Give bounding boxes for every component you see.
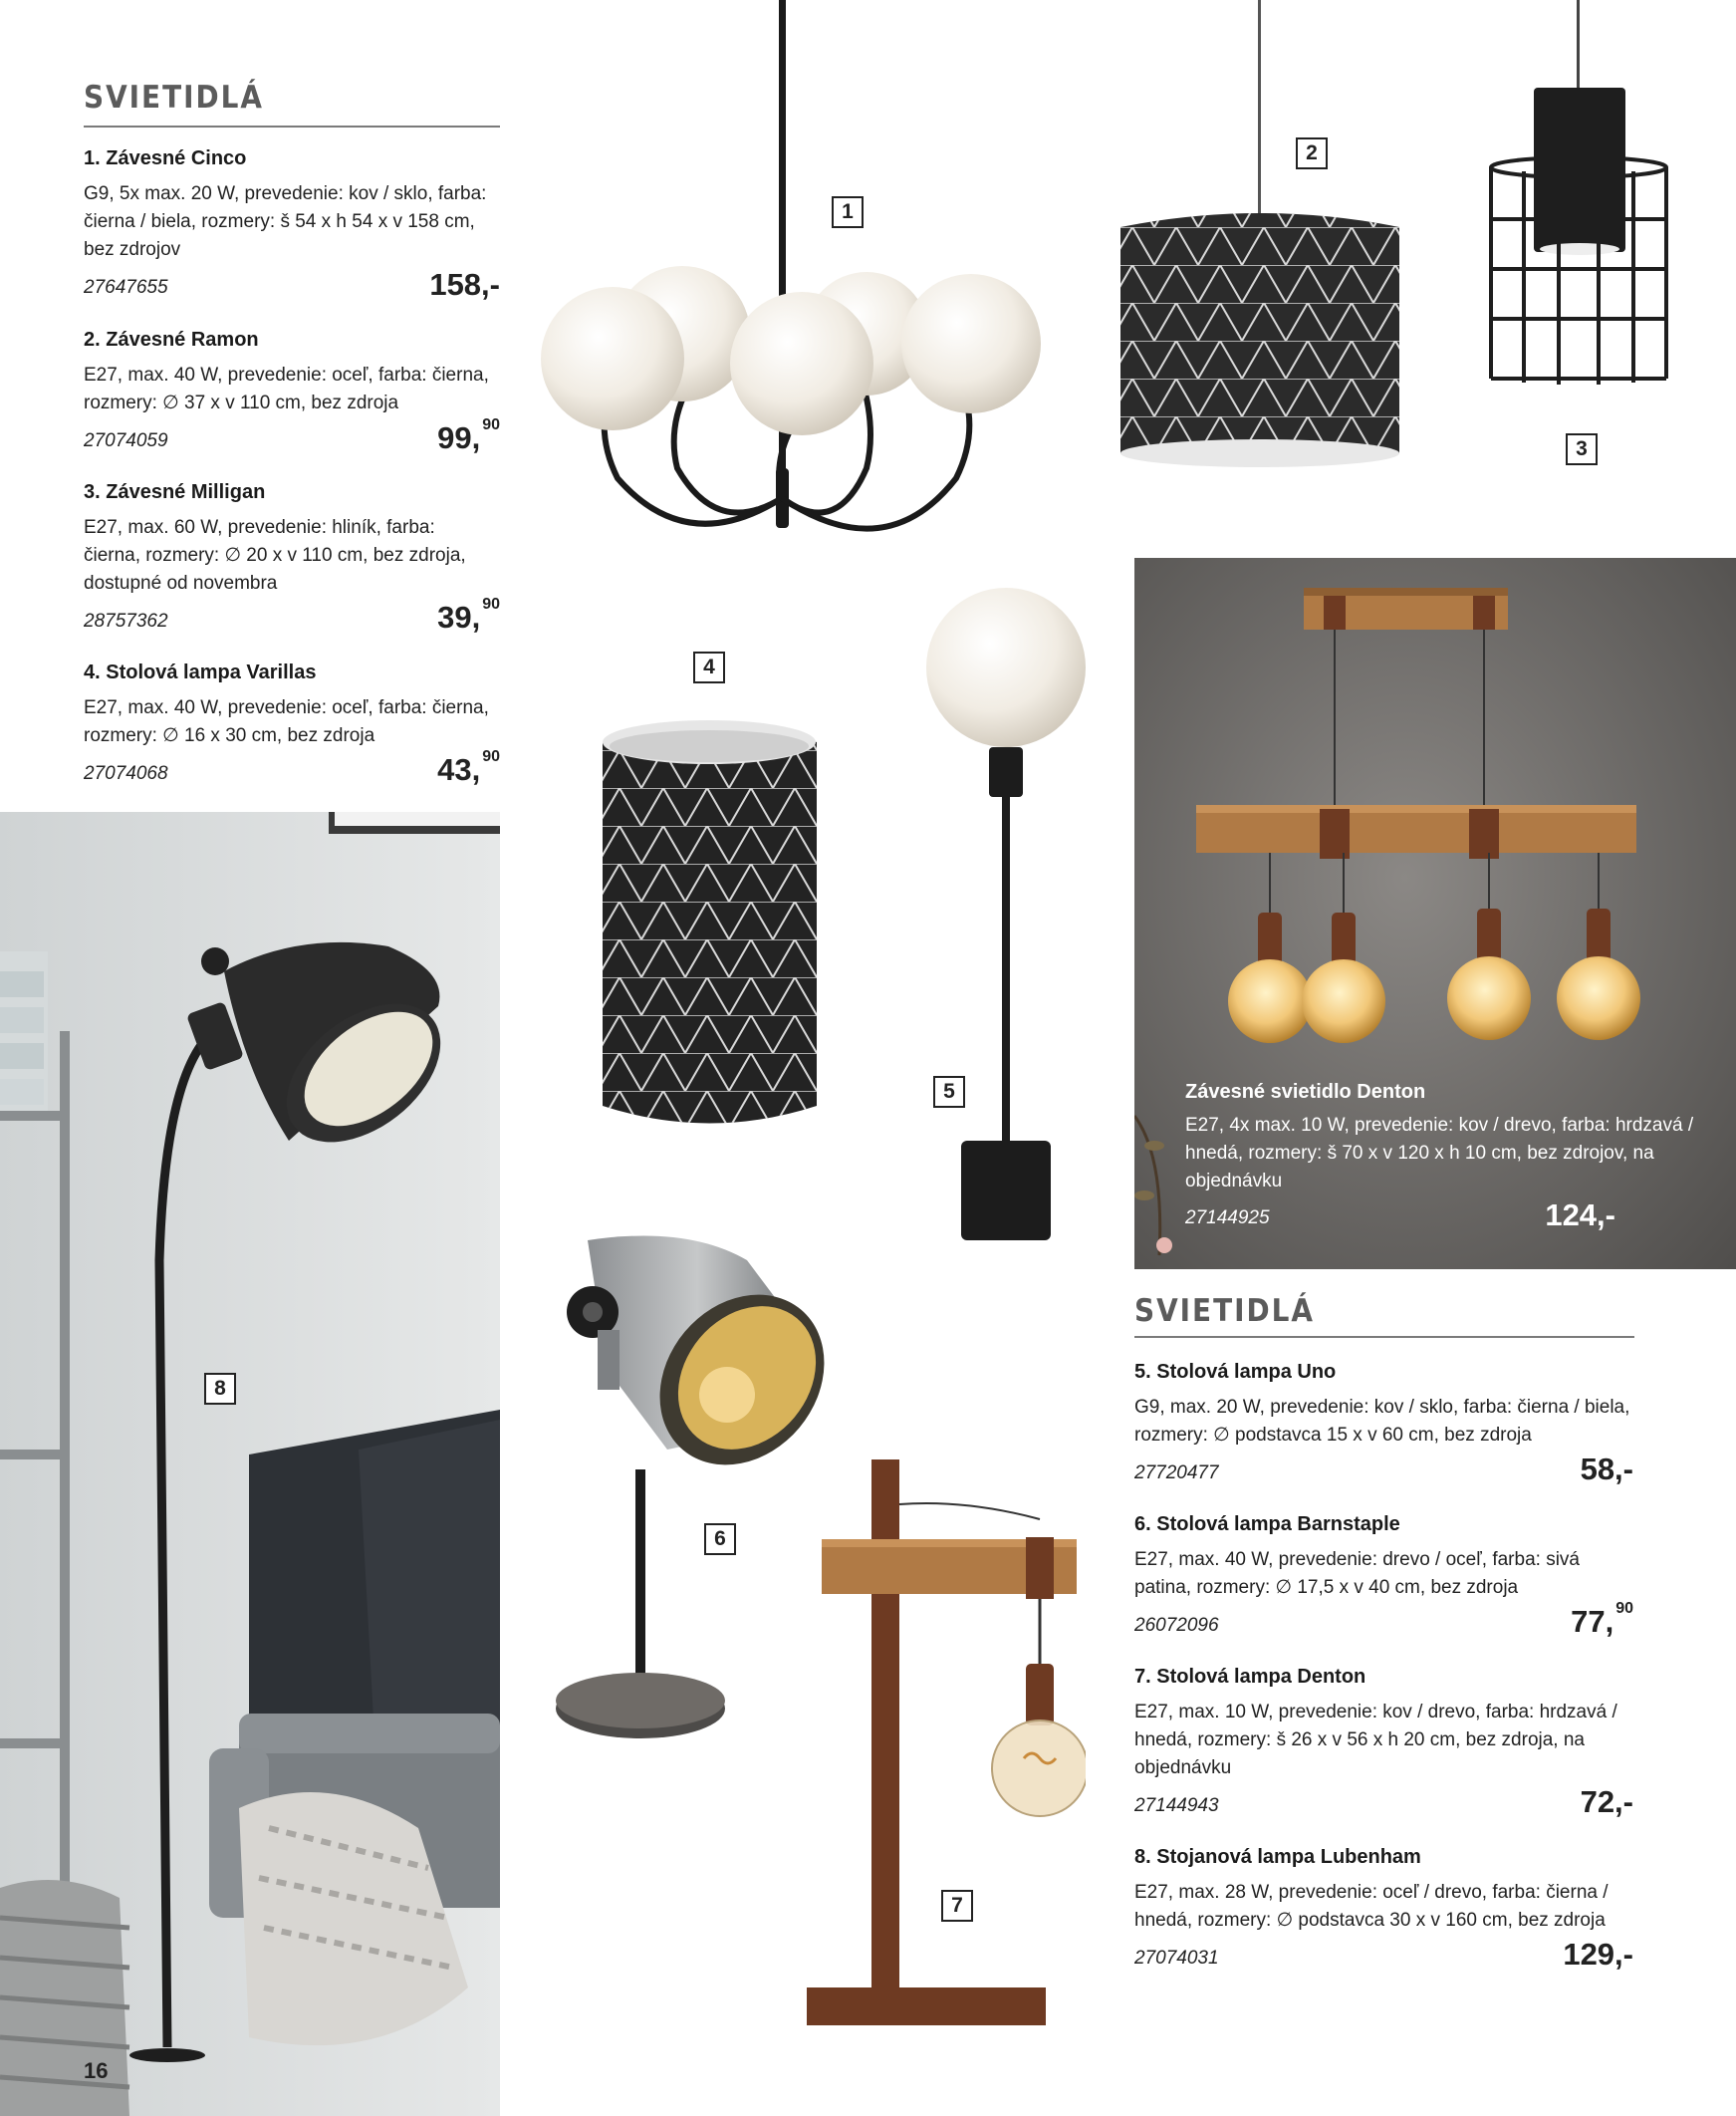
- product-price: 129,-: [1563, 1937, 1633, 1972]
- product-desc: E27, max. 40 W, prevedenie: drevo / oceľ, farba: sivá patina, rozmery: ∅ 17,5 x v 40 cm, bez zdroja: [1134, 1549, 1580, 1598]
- product-block-4: [84, 661, 502, 750]
- marker-1: 1: [832, 196, 864, 228]
- product-sku: 26072096: [1134, 1615, 1219, 1636]
- product-block-5: [1134, 1361, 1652, 1450]
- room-photo-floor-lamp: [0, 812, 500, 2116]
- product-desc: G9, max. 20 W, prevedenie: kov / sklo, farba: čierna / biela, rozmery: ∅ podstavca 15 x v 60 cm, bez zdroja: [1134, 1397, 1630, 1446]
- product-sku: 27647655: [84, 277, 168, 298]
- feature-price: 124,-: [1545, 1197, 1615, 1232]
- feature-text-block: [1185, 1081, 1703, 1195]
- marker-3: 3: [1566, 433, 1598, 465]
- section-title-left: SVIETIDLÁ: [84, 80, 265, 116]
- product-block-6: [1134, 1513, 1652, 1602]
- product-image-ramon: [1111, 0, 1409, 478]
- product-image-denton-table: [797, 1459, 1086, 2037]
- product-desc: E27, max. 10 W, prevedenie: kov / drevo, farba: hrdzavá / hnedá, rozmery: š 26 x v 56 x h 20 cm, bez zdroja, na objednávku: [1134, 1702, 1617, 1778]
- section-title-right: SVIETIDLÁ: [1134, 1293, 1316, 1329]
- product-block-7: [1134, 1666, 1662, 1782]
- product-block-3: [84, 481, 502, 598]
- feature-name: Závesné svietidlo Denton: [1185, 1081, 1426, 1103]
- product-block-2: [84, 329, 502, 417]
- marker-7: 7: [941, 1890, 973, 1922]
- product-sku: 27074031: [1134, 1948, 1219, 1969]
- product-desc: E27, max. 40 W, prevedenie: oceľ, farba: čierna, rozmery: ∅ 16 x 30 cm, bez zdroja: [84, 697, 489, 746]
- product-price: 158,-: [429, 267, 500, 302]
- marker-5: 5: [933, 1076, 965, 1108]
- product-desc: E27, max. 60 W, prevedenie: hliník, farba: čierna, rozmery: ∅ 20 x v 110 cm, bez zdroja, dostupné od novembra: [84, 517, 466, 594]
- product-price: 77, $^{90}$: [1571, 1600, 1633, 1639]
- marker-4: 4: [693, 652, 725, 683]
- feature-sku: 27144925: [1185, 1207, 1270, 1228]
- product-price: 72,-: [1580, 1784, 1633, 1819]
- product-block-1: [84, 147, 502, 264]
- product-name: 5. Stolová lampa Uno: [1134, 1361, 1337, 1383]
- product-sku: 28757362: [84, 611, 168, 632]
- product-name: 7. Stolová lampa Denton: [1134, 1666, 1366, 1688]
- marker-6: 6: [704, 1523, 736, 1555]
- marker-8: 8: [204, 1373, 236, 1405]
- product-image-cinco: [518, 0, 1056, 558]
- marker-2: 2: [1296, 137, 1328, 169]
- product-sku: 27720477: [1134, 1462, 1219, 1483]
- product-sku: 27144943: [1134, 1795, 1219, 1816]
- product-name: 1. Závesné Cinco: [84, 147, 247, 169]
- product-image-uno: [921, 588, 1091, 1255]
- product-name: 4. Stolová lampa Varillas: [84, 661, 317, 683]
- section-rule-right: [1134, 1336, 1634, 1338]
- product-name: 8. Stojanová lampa Lubenham: [1134, 1846, 1421, 1868]
- page-number: 16: [84, 2058, 109, 2083]
- feature-desc: E27, 4x max. 10 W, prevedenie: kov / drevo, farba: hrdzavá / hnedá, rozmery: š 70 x v 120 x h 10 cm, bez zdrojov, na objednávku: [1185, 1115, 1694, 1191]
- section-rule-left: [84, 126, 500, 128]
- product-block-8: [1134, 1846, 1662, 1935]
- product-price: 58,-: [1580, 1452, 1633, 1486]
- product-image-milligan: [1484, 0, 1673, 389]
- product-desc: G9, 5x max. 20 W, prevedenie: kov / sklo, farba: čierna / biela, rozmery: š 54 x h 54 x v 158 cm, bez zdrojov: [84, 183, 487, 260]
- product-desc: E27, max. 40 W, prevedenie: oceľ, farba: čierna, rozmery: ∅ 37 x v 110 cm, bez zdroja: [84, 365, 489, 413]
- product-price: 43, $^{90}$: [437, 748, 500, 787]
- product-sku: 27074068: [84, 763, 168, 784]
- product-name: 6. Stolová lampa Barnstaple: [1134, 1513, 1400, 1535]
- product-price: 39, $^{90}$: [437, 596, 500, 635]
- product-desc: E27, max. 28 W, prevedenie: oceľ / drevo, farba: čierna / hnedá, rozmery: ∅ podstavca 30 x v 160 cm, bez zdroja: [1134, 1882, 1609, 1931]
- product-name: 2. Závesné Ramon: [84, 329, 259, 351]
- product-image-barnstaple: [548, 1230, 827, 1763]
- product-image-varillas: [598, 712, 822, 1141]
- product-sku: 27074059: [84, 430, 168, 451]
- product-name: 3. Závesné Milligan: [84, 481, 266, 503]
- product-price: 99, $^{90}$: [437, 416, 500, 455]
